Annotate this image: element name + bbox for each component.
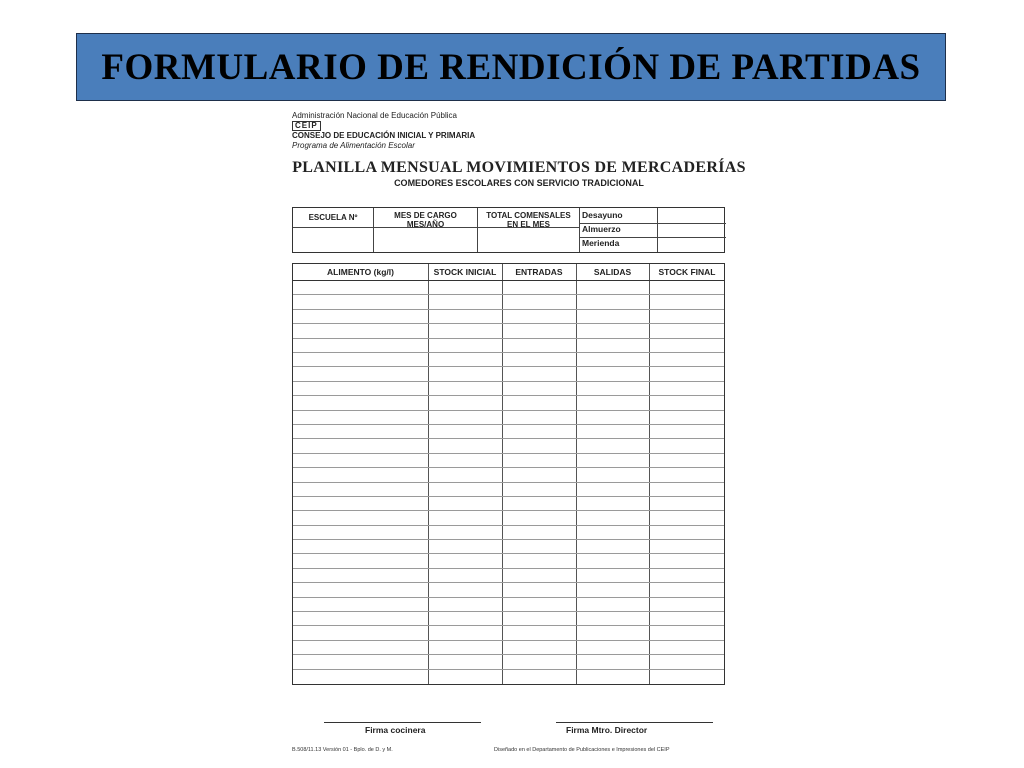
table-row[interactable] <box>293 597 724 598</box>
column-divider <box>428 264 429 684</box>
slide-title-banner <box>76 33 946 101</box>
table-row[interactable] <box>293 366 724 367</box>
total-comensales-cell[interactable] <box>478 208 580 252</box>
table-row[interactable] <box>293 625 724 626</box>
meal-almuerzo: Almuerzo <box>582 224 621 234</box>
school-info-box <box>292 207 725 253</box>
table-row[interactable] <box>293 338 724 339</box>
header-row-divider <box>293 280 724 281</box>
table-row[interactable] <box>293 496 724 497</box>
table-row[interactable] <box>293 453 724 454</box>
table-row[interactable] <box>293 640 724 641</box>
table-row[interactable] <box>293 381 724 382</box>
column-divider <box>649 264 650 684</box>
column-divider <box>576 264 577 684</box>
mes-cargo-cell[interactable] <box>374 208 478 252</box>
council-line: CONSEJO DE EDUCACIÓN INICIAL Y PRIMARIA <box>292 131 476 140</box>
footer-right: Diseñado en el Departamento de Publicaciones e Impresiones del CEIP <box>494 747 670 753</box>
director-signature-label: Firma Mtro. Director <box>566 725 648 735</box>
table-row[interactable] <box>293 582 724 583</box>
table-row[interactable] <box>293 525 724 526</box>
program-line: Programa de Alimentación Escolar <box>292 141 415 150</box>
table-row[interactable] <box>293 539 724 540</box>
table-row[interactable] <box>293 424 724 425</box>
col-header-salidas: SALIDAS <box>593 267 632 277</box>
admin-line: Administración Nacional de Educación Pública <box>292 111 457 120</box>
cook-signature-label: Firma cocinera <box>365 725 426 735</box>
meal-divider <box>657 208 658 252</box>
table-row[interactable] <box>293 568 724 569</box>
table-row[interactable] <box>293 438 724 439</box>
meal-desayuno: Desayuno <box>582 210 623 220</box>
table-row[interactable] <box>293 467 724 468</box>
escuela-label: ESCUELA Nº <box>308 213 358 222</box>
table-row[interactable] <box>293 654 724 655</box>
col-header-stock-final: STOCK FINAL <box>658 267 716 277</box>
cook-signature-line[interactable] <box>324 722 481 723</box>
form-subtitle: COMEDORES ESCOLARES CON SERVICIO TRADICIONAL <box>394 178 644 188</box>
mes-cargo-label: MES DE CARGO MES/AÑO <box>394 211 457 229</box>
col-header-entradas: ENTRADAS <box>515 267 563 277</box>
table-row[interactable] <box>293 611 724 612</box>
director-signature-line[interactable] <box>556 722 713 723</box>
table-row[interactable] <box>293 309 724 310</box>
form-title: PLANILLA MENSUAL MOVIMIENTOS DE MERCADERÍAS <box>292 159 746 176</box>
table-row[interactable] <box>293 395 724 396</box>
top-box-divider <box>293 227 580 228</box>
table-row[interactable] <box>293 294 724 295</box>
table-row[interactable] <box>293 553 724 554</box>
table-row[interactable] <box>293 510 724 511</box>
slide-title: FORMULARIO DE RENDICIÓN DE PARTIDAS <box>101 46 921 88</box>
column-divider <box>502 264 503 684</box>
ceip-logo: CEIP <box>292 121 321 131</box>
table-row[interactable] <box>293 352 724 353</box>
total-comensales-label: TOTAL COMENSALES EN EL MES <box>486 211 571 229</box>
table-row[interactable] <box>293 323 724 324</box>
escuela-cell[interactable] <box>293 208 374 252</box>
movements-table <box>292 263 725 685</box>
table-row[interactable] <box>293 482 724 483</box>
table-row[interactable] <box>293 410 724 411</box>
meal-merienda: Merienda <box>582 238 620 248</box>
document-header <box>292 111 475 151</box>
col-header-alimento: ALIMENTO (kg/l) <box>327 267 394 277</box>
footer-left: B.508/11.13 Versión 01 - Bplo. de D. y M. <box>292 747 393 753</box>
table-row[interactable] <box>293 669 724 670</box>
form-document <box>284 105 746 765</box>
col-header-stock-inicial: STOCK INICIAL <box>433 267 497 277</box>
